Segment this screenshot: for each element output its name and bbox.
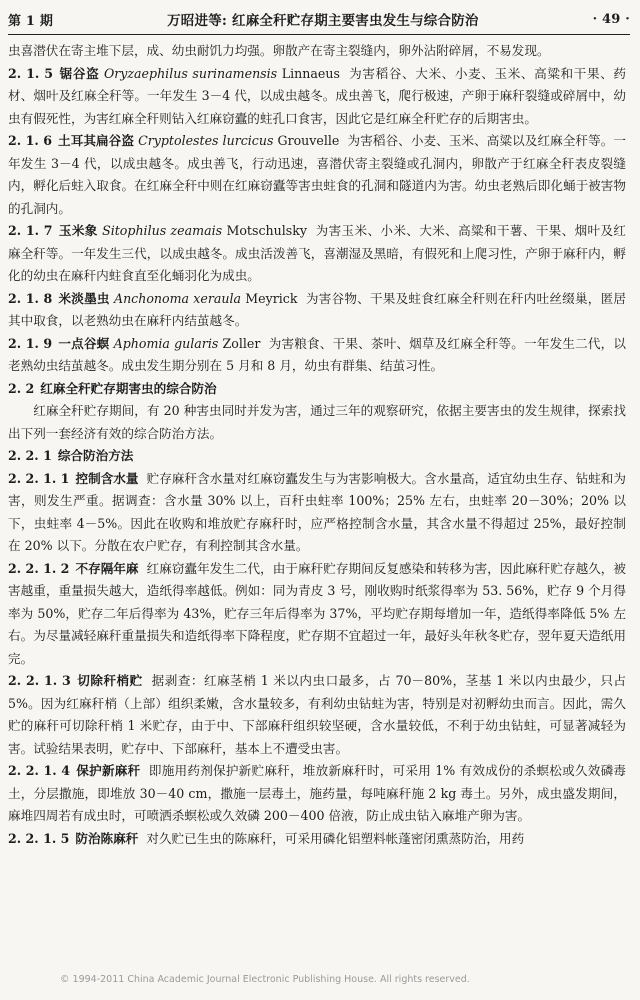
section-2-2-1-1: 2. 2. 1. 1 控制含水量 贮存麻秆含水量对红麻窃蠹发生与为害影响极大。含水量高，适宜幼虫生存、钻蛀和为害，则发生严重。据调查：含水量 30% 以上，百秆虫蛀率 100%；25% 左右，虫蛀率 20－30%；20% 以下，虫蛀率 4－5%。因此在收购和堆放贮存麻秆时，应严格控制含水量，其含水量不得超过 25%，最好控制在 20% 以下。分散在农户贮存，有利控制其含水量。	[8, 470, 627, 553]
article-body	[8, 40, 626, 850]
section-2-2-1-heading: 2. 2. 1 综合防治方法	[8, 448, 134, 463]
section-2-2-1-5: 2. 2. 1. 5 防治陈麻秆 对久贮已生虫的陈麻秆，可采用磷化铝塑料帐蓬密闭熏蒸防治，用药	[8, 830, 525, 846]
section-2-1-7: 2. 1. 7 玉米象 Sitophilus zeamais Motschulsky 为害玉米、小米、大米、高粱和干薯、干果、烟叶及红麻全秆等。一年发生三代，以成虫越冬。成虫活泼善飞，喜潮湿及黑暗，有假死和上爬习性，产卵于麻秆内，孵化的幼虫在麻秆内蛀食直至化蛹羽化为成虫。	[8, 223, 626, 283]
issue-label: 第 1 期	[8, 13, 54, 29]
section-2-1-6: 2. 1. 6 土耳其扁谷盗 Cryptolestes lurcicus Grouvelle 为害稻谷、小麦、玉米、高粱以及红麻全秆等。一年发生 3－4 代，以成虫越冬。成虫善飞，行动迅速，喜潜伏寄主裂缝或孔洞内，卵散产于红麻全秆表皮裂缝内，孵化后蛀入取食。在红麻全秆中则在红麻窃蠹等害虫蛀食的孔洞和隧道内为害。幼虫老熟后即化蛹于被害物的孔洞内。	[8, 133, 627, 216]
section-2-1-8: 2. 1. 8 米淡墨虫 Anchonoma xeraula Meyrick 为害谷物、干果及蛀食红麻全秆则在秆内吐丝缀巢，匿居其中取食，以老熟幼虫在麻秆内结茧越冬。	[8, 290, 627, 328]
page-header	[8, 6, 630, 32]
section-2-1-5: 2. 1. 5 锯谷盗 Oryzaephilus surinamensis Linnaeus 为害稻谷、大米、小麦、玉米、高粱和干果、药材、烟叶及红麻全秆等。一年发生 3－4 代，以成虫越冬。成虫善飞，爬行极速，产卵于麻秆裂缝或碎屑中，幼虫有假死性，为害红麻全秆则钻入红麻窃蠹的蛀孔口食害，因此它是红麻全秆贮存的后期害虫。	[8, 65, 626, 126]
paragraph-intro: 红麻全秆贮存期间，有 20 种害虫同时并发为害，通过三年的观察研究，依据主要害虫的发生规律，探索找出下列一套经济有效的综合防治方法。	[8, 403, 626, 441]
copyright-watermark: © 1994-2011 China Academic Journal Electronic Publishing House. All rights reserved.	[60, 974, 470, 985]
section-2-2-heading: 2. 2 红麻全秆贮存期害虫的综合防治	[8, 380, 217, 396]
header-rule	[8, 34, 630, 35]
section-2-1-9: 2. 1. 9 一点谷螟 Aphomia gularis Zoller 为害粮食、干果、茶叶、烟草及红麻全秆等。一年发生二代，以老熟幼虫结茧越冬。成虫发生期分别在 5 月和 8 月，幼虫有群集、结茧习性。	[8, 335, 627, 373]
paragraph: 虫喜潜伏在寄主堆下层，成、幼虫耐饥力均强。卵散产在寄主裂缝内，卵外沾附碎屑，不易发现。	[8, 43, 550, 58]
section-2-2-1-4: 2. 2. 1. 4 保护新麻秆 即施用药剂保护新贮麻秆，堆放新麻秆时，可采用 1% 有效成份的杀螟松或久效磷毒土，分层撒施，即堆放 30－40 cm，撒施一层毒土，施药量，每吨麻秆施 2 kg 毒土。另外，成虫盛发期间，麻堆四周若有成虫时，可喷洒杀螟松或久效磷 200－400 倍液，防止成虫钻入麻堆产卵为害。	[8, 763, 627, 823]
section-2-2-1-3: 2. 2. 1. 3 切除秆梢贮 据剥查：红麻茎梢 1 米以内虫口最多，占 70－80%，茎基 1 米以内虫最少，只占 5%。因为红麻秆梢（上部）组织柔嫩，含水量较多，有利幼虫钻蛀为害，特别是对初孵幼虫而言。因此，需久贮的麻秆可切除秆梢 1 米贮存，由于中、下部麻秆组织较坚硬，含水量较低，不利于幼虫钻蛀，可显著减轻为害。试验结果表明，贮存中、下部麻秆，基本上不遭受虫害。	[8, 673, 626, 756]
section-2-2-1-2: 2. 2. 1. 2 不存隔年麻 红麻窃蠹年发生二代，由于麻秆贮存期间反复感染和转移为害，因此麻秆贮存越久，被害越重，重量损失越大，造纸得率越低。例如：同为青皮 3 号，刚收购时纸浆得率为 53. 56%，贮存 9 个月得率为 50%，贮存二年后得率为 43%，贮存三年后得率为 37%，平均贮存期每增加一年，造纸得率降低 5% 左右。为尽量减轻麻秆重量损失和造纸得率下降程度，贮存期不宜超过一年，最好头年秋冬贮存，翌年夏天造纸用完。	[8, 560, 627, 666]
page-number: · 49 ·	[592, 11, 630, 27]
running-title: 万昭进等: 红麻全秆贮存期主要害虫发生与综合防治	[167, 13, 479, 29]
